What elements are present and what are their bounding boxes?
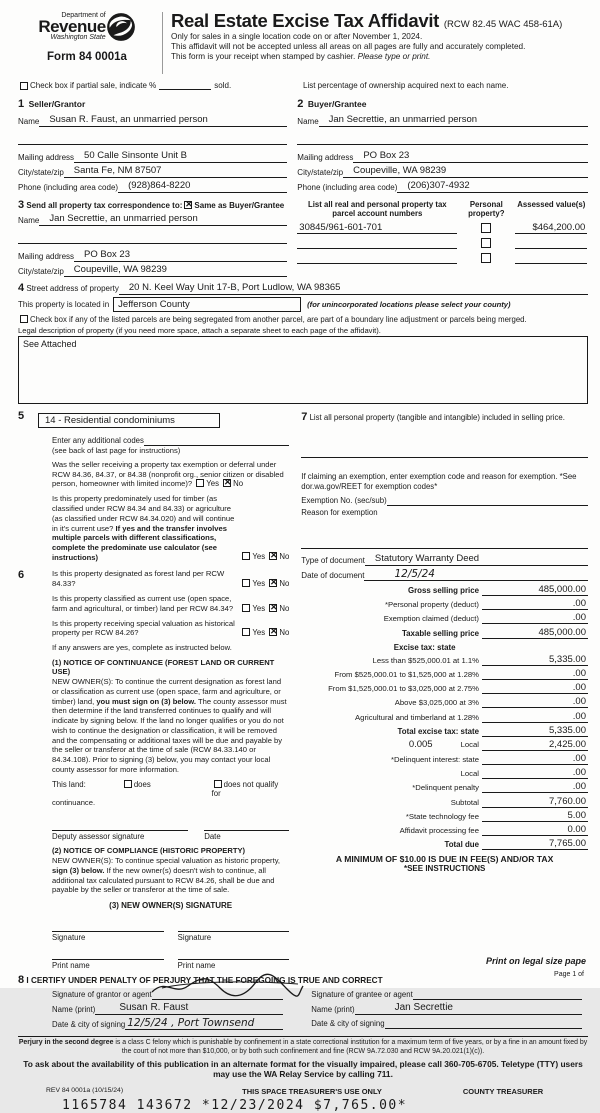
tier3-tax-field[interactable]: .00 — [482, 682, 588, 694]
grantee-date-field[interactable] — [385, 1017, 582, 1029]
local-tax-field[interactable]: 2,425.00 — [482, 739, 588, 751]
personal-property-checkbox[interactable] — [481, 223, 491, 233]
tax-row-label: Total due — [444, 840, 479, 850]
dor-swirl-logo-icon — [106, 12, 136, 47]
date-of-document-field[interactable]: 12/5/24 — [364, 568, 588, 581]
tier4-tax-field[interactable]: .00 — [482, 696, 588, 708]
form-rcw: (RCW 82.45 WAC 458-61A) — [443, 19, 563, 30]
codes-note: (see back of last page for instructions) — [52, 446, 181, 455]
form-title: Real Estate Excise Tax Affidavit (RCW 82.45 WAC 458-61A) — [171, 10, 563, 31]
header-note-2: This affidavit will not be accepted unless all areas on all pages are fully and accurately completed. — [171, 42, 526, 51]
parcel-header-assessed: Assessed value(s) — [517, 200, 586, 209]
segregated-checkbox[interactable] — [20, 315, 28, 323]
grantee-name-label: Name (print) — [311, 1004, 355, 1014]
buyer-name-label: Name — [297, 117, 319, 126]
section-7-number: 7 — [301, 411, 308, 423]
grantee-name-field[interactable]: Jan Secrettie — [355, 1002, 582, 1015]
form-header — [18, 8, 588, 74]
section-correspondence — [18, 199, 297, 277]
exemption-note: If claiming an exemption, enter exemption code and reason for exemption. *See dor.wa.gov/REET for exemption codes* — [301, 472, 577, 492]
historic-yes-checkbox[interactable] — [242, 628, 250, 636]
tax-row-label: Less than $525,000.01 at 1.1% — [372, 655, 479, 665]
logo-state-text: Washington State — [50, 34, 106, 42]
new-owner-signature-title: (3) NEW OWNER(S) SIGNATURE — [109, 900, 233, 910]
header-divider — [162, 12, 163, 74]
question-forest-land: 6 Is this property designated as forest land per RCW 84.33? Yes ✕ No — [52, 569, 289, 589]
personal-property-checkbox[interactable] — [481, 253, 491, 263]
form-number: Form 84 0001a — [47, 51, 127, 63]
reason-field[interactable] — [301, 537, 588, 549]
seller-name-field[interactable]: Susan R. Faust, an unmarried person — [39, 114, 287, 127]
parcel-row — [297, 222, 588, 234]
new-owner-printname-field-1[interactable] — [52, 948, 164, 960]
excise-tax-state-header: Excise tax: state — [393, 642, 456, 652]
left-column — [18, 410, 297, 970]
corr-mailing-field[interactable]: PO Box 23 — [74, 249, 287, 262]
header-note-3: This form is your receipt when stamped by cashier. Please type or print. — [171, 52, 431, 61]
section-2-number: 2 — [297, 98, 304, 110]
parcel-number-field[interactable]: 30845/961-601-701 — [297, 222, 457, 234]
logo-dept-text: Department of — [61, 12, 106, 19]
section-property — [18, 282, 588, 404]
rev-form-number: REV 84 0001a (10/15/24) — [46, 1087, 124, 1095]
treasurer-space-label: THIS SPACE TREASURER'S USE ONLY — [242, 1087, 382, 1097]
total-excise-state-field[interactable]: 5,335.00 — [482, 725, 588, 737]
parcel-header-numbers: List all real and personal property tax parcel account numbers — [307, 200, 447, 218]
buyer-name-field[interactable]: Jan Secrettie, an unmarried person — [319, 114, 588, 127]
legal-description-field[interactable]: See Attached — [18, 336, 588, 404]
certify-statement: I CERTIFY UNDER PENALTY OF PERJURY THAT THE FOREGOING IS TRUE AND CORRECT — [26, 975, 383, 985]
deputy-signature-field[interactable] — [52, 819, 188, 831]
tier2-tax-field[interactable]: .00 — [482, 668, 588, 680]
buyer-phone-label: Phone (including area code) — [297, 183, 398, 192]
delinquent-interest-local-field[interactable]: .00 — [482, 767, 588, 779]
tax-row-label: From $1,525,000.01 to $3,025,000 at 2.75% — [328, 684, 479, 694]
county-select[interactable]: Jefferson County — [113, 297, 301, 312]
deputy-date-label: Date — [204, 832, 221, 842]
does-qualify-checkbox[interactable] — [124, 780, 132, 788]
corr-name-field[interactable]: Jan Secrettie, an unmarried person — [39, 213, 287, 226]
seller-mailing-field[interactable]: 50 Calle Sinsonte Unit B — [74, 150, 287, 163]
additional-codes-field[interactable] — [144, 434, 289, 446]
tax-row-label: Local — [460, 739, 479, 749]
correspondence-label: Send all property tax correspondence to: — [26, 201, 183, 210]
affidavit-processing-fee-field[interactable]: 0.00 — [482, 824, 588, 836]
state-technology-fee-field[interactable]: 5.00 — [482, 810, 588, 822]
additional-codes-label: Enter any additional codes — [52, 436, 144, 445]
parcel-table — [297, 199, 588, 277]
parcel-number-field[interactable] — [297, 252, 457, 264]
question-timber: Is this property predominately used for timber (as classified under RCW 84.34 and 84.33) or agriculture (as classified under RCW 84.34.020) and will continue in it's current use? If yes and the transfer involves multiple parcels with different classifications, complete the predominate use calculator (see instructions) Yes ✕ No — [52, 494, 289, 562]
grantor-name-field[interactable]: Susan R. Faust — [95, 1002, 283, 1015]
parcel-row — [297, 237, 588, 249]
same-as-buyer-label: Same as Buyer/Grantee — [194, 201, 285, 210]
land-use-code-select[interactable]: 14 - Residential condominiums — [38, 413, 220, 428]
notice-compliance: (2) NOTICE OF COMPLIANCE (HISTORIC PROPERTY) NEW OWNER(S): To continue special valuation as historic property, sign (3) below. If the new owner(s) doesn't wish to continue, all additional tax calculated pursuant to RCW 84.26, shall be due and payable by the seller or transferor at the time of sale. — [52, 846, 281, 895]
seller-heading: Seller/Grantor — [28, 99, 86, 109]
question-deferral: Was the seller receiving a property tax exemption or deferral under RCW 84.36, 84.37, or 84.38 (nonprofit org., senior citizen or disabled person, homeowner with limited income)? Yes ✕ No — [52, 460, 289, 489]
deputy-date-field[interactable] — [204, 819, 289, 831]
signature-label: Signature — [177, 932, 212, 942]
tax-row-label: From $525,000.01 to $1,525,000 at 1.28% — [334, 669, 479, 679]
delinquent-interest-state-field[interactable]: .00 — [482, 753, 588, 765]
grantor-signature-field[interactable] — [152, 988, 284, 1000]
grantee-signature-field[interactable] — [413, 988, 582, 1000]
type-of-document-label: Type of document — [301, 556, 365, 566]
corr-name-label: Name — [18, 216, 40, 225]
seller-name-field-2[interactable] — [18, 133, 287, 145]
section-buyer — [297, 94, 588, 193]
county-note: (for unincorporated locations please select your county) — [307, 300, 511, 309]
legal-description-label: Legal description of property (if you need more space, attach a separate sheet to each page of the affidavit). — [18, 326, 381, 335]
new-owner-printname-field-2[interactable] — [178, 948, 290, 960]
segregated-label: Check box if any of the listed parcels are being segregated from another parcel, are part of a boundary line adjustment or parcels being merged. — [30, 315, 527, 324]
section-5-number: 5 — [18, 410, 25, 422]
corr-mailing-label: Mailing address — [18, 252, 75, 261]
grantor-date-field[interactable]: 12/5/24 , Port Townsend — [125, 1017, 283, 1030]
reason-for-exemption-label: Reason for exemption — [301, 508, 378, 518]
corr-city-label: City/state/zip — [18, 267, 64, 276]
same-as-buyer-checkbox[interactable] — [184, 201, 192, 209]
question-historic: Is this property receiving special valuation as historical property per RCW 84.26? Yes ✕ No — [52, 619, 289, 638]
street-address-field[interactable]: 20 N. Keel Way Unit 17-B, Port Ludlow, WA 98365 — [119, 282, 588, 295]
forest-yes-checkbox[interactable] — [242, 579, 250, 587]
minimum-due-note: A MINIMUM OF $10.00 IS DUE IN FEE(S) AND/OR TAX — [335, 854, 554, 865]
tax-row-label: Total excise tax: state — [397, 726, 479, 736]
header-note-1: Only for sales in a single location code on or after November 1, 2024. — [171, 32, 423, 41]
print-legal-size-note: Print on legal size pape — [485, 956, 586, 966]
buyer-name-field-2[interactable] — [297, 133, 588, 145]
perjury-notice: Perjury in the second degree is a class C felony which is punishable by confinement in a state correctional institution for a maximum term of five years, or by a fine in an amount fixed by the court of not more than $10,000, or by both such confinement and fine (RCW 9A.72.030 and RCW 9A.20.021(1)(c)). — [18, 1036, 588, 1056]
does-not-qualify-checkbox[interactable] — [214, 780, 222, 788]
exemption-no-field[interactable] — [387, 494, 588, 506]
total-due-field[interactable]: 7,765.00 — [482, 838, 588, 850]
type-of-document-field[interactable]: Statutory Warranty Deed — [365, 553, 588, 566]
tax-row-label: Agricultural and timberland at 1.28% — [355, 712, 479, 722]
assessed-value-field[interactable] — [515, 252, 587, 264]
agricultural-tax-field[interactable]: .00 — [482, 711, 588, 723]
deputy-signature-label: Deputy assessor signature — [52, 832, 145, 842]
exemption-no-label: Exemption No. (sec/sub) — [301, 496, 387, 506]
seller-city-label: City/state/zip — [18, 168, 64, 177]
dor-logo-block — [18, 8, 156, 63]
print-name-label: Print name — [52, 960, 90, 970]
corr-name-field-2[interactable] — [18, 232, 287, 244]
question-current-use: Is this property classified as current use (open space, farm and agricultural, or timber) land per RCW 84.34? Yes ✕ No — [52, 594, 289, 613]
buyer-phone-field[interactable]: (206)307-4932 — [397, 180, 588, 193]
corr-city-field[interactable]: Coupeville, WA 98239 — [64, 264, 288, 277]
timber-yes-checkbox[interactable] — [242, 552, 250, 560]
signature-label: Signature — [52, 932, 86, 942]
parcel-row — [297, 252, 588, 264]
notice-continuance: (1) NOTICE OF CONTINUANCE (FOREST LAND OR CURRENT USE) NEW OWNER(S): To continue the current designation as forest land or classification as current use (open space, farm and agriculture, or timber) land, you must sign on (3) below. The county assessor must then determine if the land transferred continues to qualify and will indicate by signing below. If the land no longer qualifies or you do not wish to continue the designation or classification, it will be removed and the compensating or additional taxes will be due and payable by the seller or transferor at the time of sale (RCW 84.33.140 or 84.34.108). Prior to signing (3) below, you may contact your local county assessor for more information. — [52, 657, 287, 774]
tax-row-label: Local — [460, 769, 479, 779]
personal-property-list-field[interactable] — [301, 446, 588, 458]
seller-phone-field[interactable]: (928)864-8220 — [118, 180, 287, 193]
tax-row-label: *State technology fee — [405, 811, 479, 821]
this-land-label: This land: — [52, 780, 86, 790]
seller-city-field[interactable]: Santa Fe, NM 87507 — [64, 165, 288, 178]
tax-computation — [301, 584, 588, 850]
section-6-number: 6 — [18, 569, 25, 582]
see-instructions-note: *SEE INSTRUCTIONS — [403, 864, 486, 874]
deferral-no-checkbox[interactable] — [223, 479, 231, 487]
current-use-no-checkbox[interactable] — [269, 604, 277, 612]
buyer-heading: Buyer/Grantee — [307, 99, 367, 109]
partial-sale-suffix: sold. — [214, 81, 232, 90]
timber-no-checkbox[interactable] — [269, 552, 277, 560]
section-7-intro: 7 List all personal property (tangible and intangible) included in selling price. — [301, 411, 565, 423]
historic-no-checkbox[interactable] — [269, 628, 277, 636]
tax-row-label: Gross selling price — [407, 586, 479, 596]
taxable-selling-price-field[interactable]: 485,000.00 — [482, 627, 588, 639]
parcel-header-personal: Personal property? — [468, 200, 505, 218]
tax-row-label: Exemption claimed (deduct) — [383, 614, 479, 624]
partial-sale-label: Check box if partial sale, indicate % — [30, 81, 157, 90]
tax-row-label: Affidavit processing fee — [399, 826, 479, 836]
tax-row-label: *Delinquent penalty — [412, 783, 479, 793]
section-3-number: 3 — [18, 199, 25, 211]
assessed-value-field[interactable]: $464,200.00 — [515, 222, 587, 234]
yes-instruction: If any answers are yes, complete as instructed below. — [52, 643, 232, 653]
ownership-note: List percentage of ownership acquired next to each name. — [303, 81, 509, 90]
new-owner-signature-field-2[interactable] — [178, 920, 290, 932]
county-treasurer-label: COUNTY TREASURER — [462, 1087, 544, 1097]
tax-row-label: *Personal property (deduct) — [384, 600, 479, 610]
page-number: Page 1 of — [554, 971, 584, 978]
buyer-mailing-field[interactable]: PO Box 23 — [353, 150, 588, 163]
forest-no-checkbox[interactable] — [269, 579, 277, 587]
street-address-label: Street address of property — [26, 284, 119, 293]
date-of-document-label: Date of document — [301, 571, 365, 581]
grantee-signature-label: Signature of grantee or agent — [311, 989, 413, 999]
deferral-yes-checkbox[interactable] — [196, 479, 204, 487]
buyer-city-field[interactable]: Coupeville, WA 98239 — [343, 165, 588, 178]
exemption-claimed-field[interactable]: .00 — [482, 612, 588, 624]
section-seller — [18, 94, 297, 193]
current-use-yes-checkbox[interactable] — [242, 604, 250, 612]
partial-sale-percent-field[interactable] — [159, 89, 211, 90]
buyer-city-label: City/state/zip — [297, 168, 344, 177]
buyer-mailing-label: Mailing address — [297, 153, 354, 162]
local-rate: 0.005 — [408, 738, 433, 750]
grantor-name-label: Name (print) — [52, 1004, 96, 1014]
parcel-number-field[interactable] — [297, 237, 457, 249]
right-column — [297, 410, 588, 970]
seller-name-label: Name — [18, 117, 40, 126]
grantor-signature-label: Signature of grantor or agent — [52, 989, 152, 999]
section-8-number: 8 — [18, 973, 25, 986]
personal-property-checkbox[interactable] — [481, 238, 491, 248]
section-4-number: 4 — [18, 282, 25, 294]
personal-property-deduct-field[interactable]: .00 — [482, 598, 588, 610]
tax-row-label: Subtotal — [450, 797, 479, 807]
continuance-label: continuance. — [52, 798, 96, 808]
tax-row-label: Above $3,025,000 at 3% — [394, 698, 479, 708]
gross-selling-price-field[interactable]: 485,000.00 — [482, 584, 588, 596]
cashier-stamp: 1165784 143672 *12/23/2024 $7,765.00* — [62, 1098, 408, 1113]
accessibility-notice: To ask about the availability of this publication in an alternate format for the visually impaired, please call 360-705-6705. Teletype (TTY) users may use the WA Relay Service by calling 711. — [23, 1059, 583, 1080]
section-certify — [18, 974, 588, 1030]
tax-row-label: *Delinquent interest: state — [390, 755, 479, 765]
grantee-date-label: Date & city of signing — [311, 1018, 385, 1028]
logo-revenue-text: Revenue — [38, 17, 106, 36]
located-in-label: This property is located in — [18, 300, 110, 309]
subtotal-field[interactable]: 7,760.00 — [482, 796, 588, 808]
seller-phone-label: Phone (including area code) — [18, 183, 119, 192]
print-name-label: Print name — [177, 960, 216, 970]
delinquent-penalty-field[interactable]: .00 — [482, 781, 588, 793]
partial-sale-checkbox[interactable] — [20, 82, 28, 90]
assessed-value-field[interactable] — [515, 237, 587, 249]
grantor-date-label: Date & city of signing — [52, 1019, 126, 1029]
seller-mailing-label: Mailing address — [18, 153, 75, 162]
tier1-tax-field[interactable]: 5,335.00 — [482, 654, 588, 666]
tax-row-label: Taxable selling price — [401, 628, 479, 638]
section-1-number: 1 — [18, 98, 25, 110]
land-qualify-row: This land: does does not qualify for — [52, 780, 279, 799]
new-owner-signature-field-1[interactable] — [52, 920, 164, 932]
